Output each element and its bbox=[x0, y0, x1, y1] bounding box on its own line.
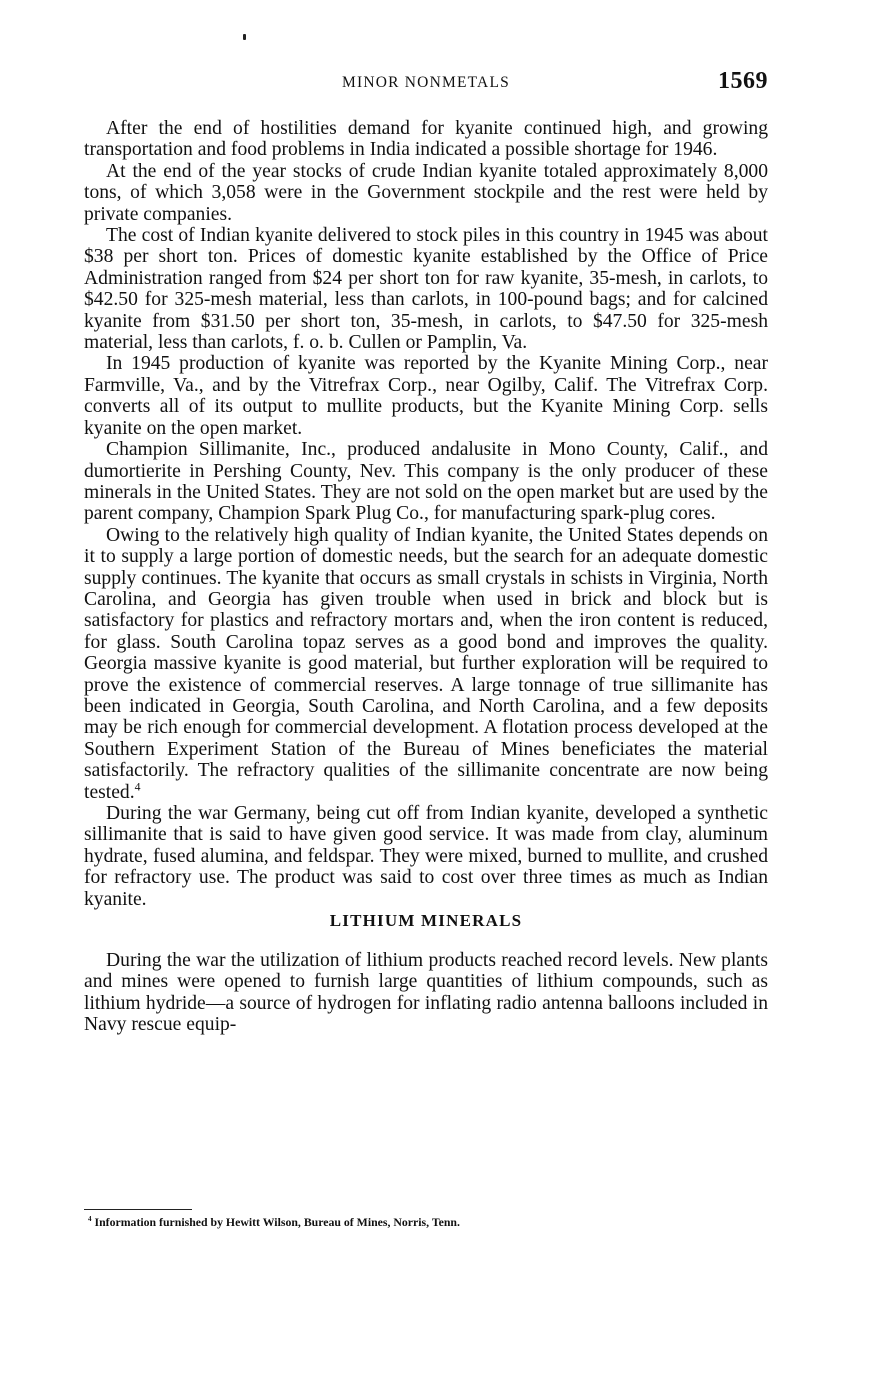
paragraph-lithium: During the war the utilization of lithium products reached record levels. New plants and mines were opened to furnish large quantities of lithium compounds, such as lithium hydride—a source of hydrogen for inflating radio antenna balloons included in Navy rescue equip- bbox=[84, 950, 768, 1036]
footnote-divider bbox=[84, 1209, 192, 1210]
page-number: 1569 bbox=[718, 68, 768, 94]
footnote-marker: 4 bbox=[88, 1215, 92, 1224]
section-heading-lithium: LITHIUM MINERALS bbox=[329, 911, 523, 931]
running-title: MINOR NONMETALS bbox=[342, 74, 510, 91]
paragraph-hostilities: After the end of hostilities demand for kyanite continued high, and growing transportation and food problems in India indicated a possible shortage for 1946. bbox=[84, 118, 768, 161]
body-text bbox=[84, 118, 768, 1036]
paragraph-domestic-supply bbox=[84, 525, 768, 803]
paragraph-domestic-supply-text: Owing to the relatively high quality of Indian kyanite, the United States depends on it to supply a large portion of domestic needs, but the search for an adequate domestic supply continues. The kyanite that occurs as small crystals in schists in Virginia, North Carolina, and Georgia has given trouble when used in brick and block but is satisfactory for plastics and refractory mortars and, when the iron content is reduced, for glass. South Carolina topaz serves as a good bond and improves the quality. Georgia massive kyanite is good material, but further exploration will be required to prove the existence of commercial reserves. A large tonnage of true sillimanite has been indicated in Georgia, South Carolina, and North Carolina, and a few deposits may be rich enough for commercial development. A flotation process developed at the Southern Experiment Station of the Bureau of Mines beneficiates the material satisfactorily. The refractory qualities of the sillimanite concentrate are now being tested. bbox=[84, 524, 768, 803]
running-header bbox=[84, 68, 768, 98]
footnote-reference: 4 bbox=[134, 780, 141, 794]
ink-speck bbox=[243, 34, 246, 40]
paragraph-germany: During the war Germany, being cut off from Indian kyanite, developed a synthetic sillimanite that is said to have given good service. It was made from clay, aluminum hydrate, fused alumina, and feldspar. They were mixed, burned to mullite, and crushed for refractory use. The product was said to cost over three times as much as Indian kyanite. bbox=[84, 803, 768, 910]
paragraph-production: In 1945 production of kyanite was reported by the Kyanite Mining Corp., near Farmville, Va., and by the Vitrefrax Corp., near Ogilby, Calif. The Vitrefrax Corp. converts all of its output to mullite products, but the Kyanite Mining Corp. sells kyanite on the open market. bbox=[84, 353, 768, 439]
paragraph-prices: The cost of Indian kyanite delivered to stock piles in this country in 1945 was about $38 per short ton. Prices of domestic kyanite established by the Office of Price Administration ranged from $24 per short ton for raw kyanite, 35-mesh, in carlots, to $42.50 for 325-mesh material, less than carlots, in 100-pound bags; and for calcined kyanite from $31.50 per short ton, 35-mesh, in carlots, to $47.50 for 325-mesh material, less than carlots, f. o. b. Cullen or Pamplin, Va. bbox=[84, 225, 768, 354]
footnote-text: Information furnished by Hewitt Wilson, Bureau of Mines, Norris, Tenn. bbox=[94, 1215, 460, 1229]
footnote bbox=[88, 1214, 768, 1230]
paragraph-stocks: At the end of the year stocks of crude Indian kyanite totaled approximately 8,000 tons, of which 3,058 were in the Government stockpile and the rest were held by private companies. bbox=[84, 160, 768, 225]
document-page bbox=[84, 0, 768, 1380]
paragraph-champion-sillimanite: Champion Sillimanite, Inc., produced andalusite in Mono County, Calif., and dumortierite in Pershing County, Nev. This company is the only producer of these minerals in the United States. They are not sold on the open market but are used by the parent company, Champion Spark Plug Co., for manufacturing spark-plug cores. bbox=[84, 439, 768, 525]
